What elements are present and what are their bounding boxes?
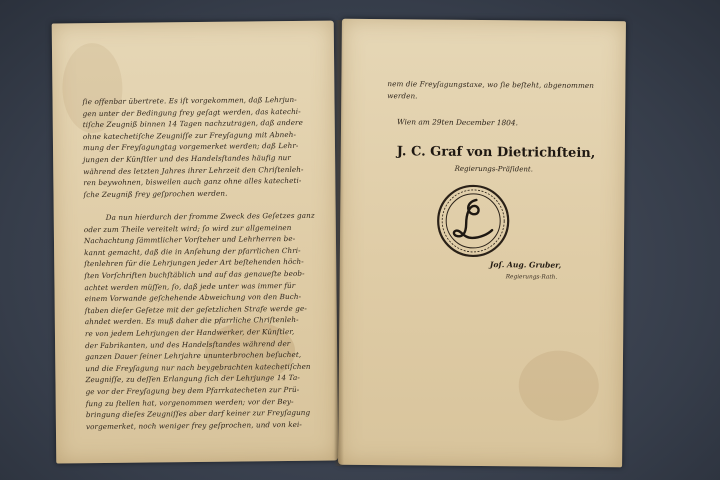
text-line: kannt gemacht, daß die in Anſehung der pfarrlichen Chri-	[84, 245, 301, 257]
text-line: der Fabrikanten, und des Handelsſtandes während der	[85, 338, 291, 350]
countersignatory-title: Regierungs-Rath.	[505, 274, 558, 281]
text-line: ohne katechetiſche Zeugniſſe zur Freyſagung mit Abneh-	[82, 129, 297, 141]
text-line: fung zu ſtellen hat, vorgenommen werden; vor der Bey-	[85, 396, 294, 408]
official-seal-icon	[436, 184, 511, 259]
signatory-name: J. C. Graf von Dietrichſtein,	[396, 144, 596, 161]
text-line: oder zum Theile vereitelt wird; ſo wird zur allgemeinen	[83, 222, 292, 234]
text-line: ſche Zeugniß frey geſprochen werden.	[83, 188, 228, 199]
text-line: ren beywohnen, bisweilen auch ganz ohne alles katecheti-	[83, 176, 302, 188]
text-line: ahndet werden. Es muß daher die pfarrliche Chriſtenleh-	[84, 315, 299, 327]
text-line: ſten Vorſchriften buchſtäblich und auf das genaueſte beob-	[84, 268, 305, 281]
text-line: jungen der Künſtler und des Handelsſtandes häufig nur	[83, 152, 291, 165]
text-line: Da nun hierdurch der fromme Zweck des Geſetzes ganz	[105, 210, 315, 222]
text-line: tiſche Zeugniß binnen 14 Tagen nachzutragen, daß andere	[82, 118, 303, 130]
continuation-line-2: werden.	[387, 91, 418, 101]
text-line: ganzen Dauer ſeiner Lehrjahre ununterbrochen beſuchet,	[85, 350, 302, 362]
text-line: ge vor der Freyſagung bey dem Pfarrkatecheten zur Prü-	[85, 384, 300, 397]
text-line: und die Freyſagung nur nach beygebrachten katechetiſchen	[85, 361, 311, 373]
left-page	[52, 21, 339, 464]
text-line: bringung dieſes Zeugniſſes aber darf keiner zur Freyſagung	[85, 407, 311, 420]
text-line: vorgemerket, noch weniger frey geſprochen, und von kei-	[85, 419, 302, 431]
text-line: Zeugniſſe, zu deſſen Erlangung ſich der Lehrjunge 14 Ta-	[85, 373, 300, 385]
paper-stain	[518, 350, 599, 421]
signatory-title: Regierungs-Präſident.	[454, 164, 533, 174]
text-line: mung der Freyſagungtag vorgemerket werden; daß Lehr-	[82, 141, 299, 153]
text-line: ſtaben dieſer Geſetze mit der geſetzlichen Strafe werde ge-	[84, 303, 307, 315]
right-page	[338, 19, 626, 467]
text-line: re von jedem Lehrjungen der Handwerker, der Künſtler,	[84, 326, 295, 339]
continuation-line-1: nem die Freyſagungstaxe, wo ſie beſteht, abgenommen	[387, 79, 595, 90]
text-line: während des letzten Jahres ihrer Lehrzeit den Chriſtenleh-	[83, 164, 304, 176]
text-line: Nachachtung ſämmtlicher Vorſteher und Lehrherren be-	[83, 234, 296, 246]
text-line: gen unter der Bedingung frey geſagt werden, das katechi-	[82, 106, 301, 118]
text-line: einem Vorwande geſchehende Abweichung von den Buch-	[84, 292, 302, 304]
decree-date: Wien am 29ten December 1804.	[397, 117, 518, 128]
text-line: ſie offenbar übertrete. Es iſt vorgekommen, daß Lehrjun-	[82, 94, 297, 107]
text-line: ſtenlehren für die Lehrjungen jeder Art beſtehenden höch-	[84, 257, 304, 269]
text-line: achtet werden müſſen, ſo, daß jede unter was immer für	[84, 280, 296, 292]
countersignatory-name: Joſ. Aug. Gruber,	[489, 260, 562, 270]
page-fold	[334, 20, 344, 466]
